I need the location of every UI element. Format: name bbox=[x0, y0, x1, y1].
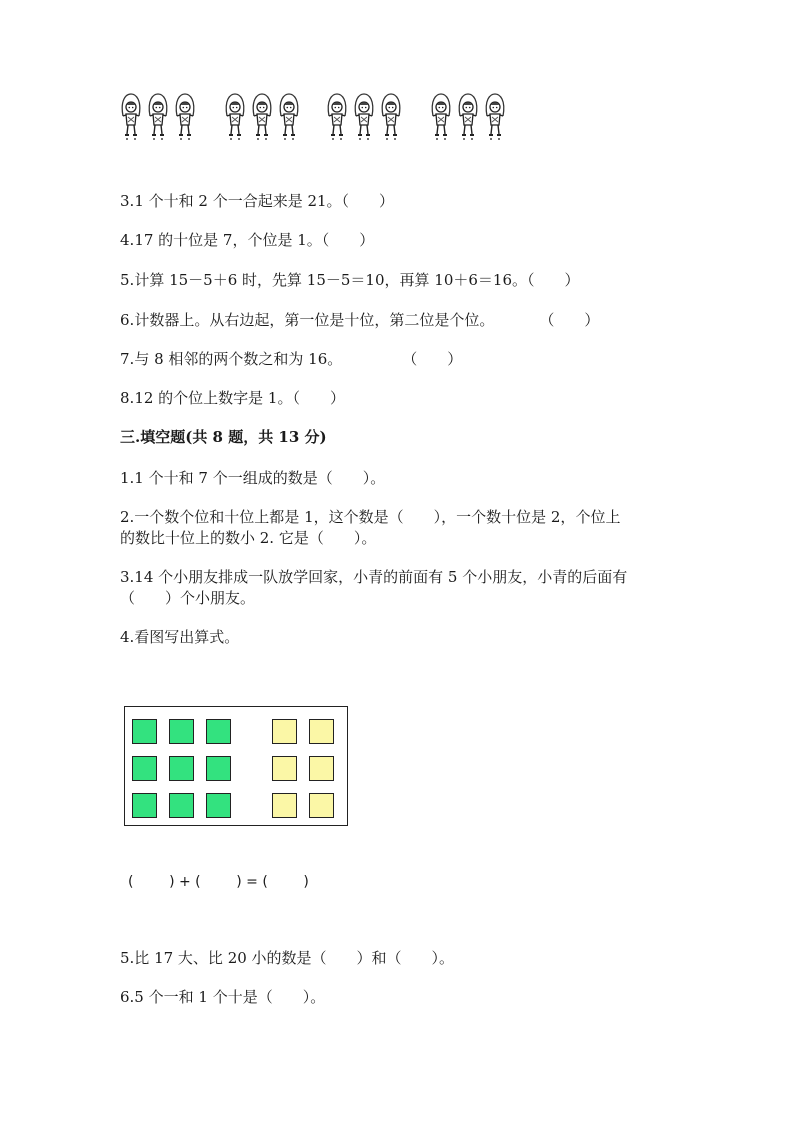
section-heading: 三.填空题(共 8 题，共 13 分) bbox=[120, 428, 327, 446]
yellow-square bbox=[309, 756, 334, 781]
fill-question-2-line-1: 2.一个数个位和十位上都是 1，这个数是（ ），一个数十位是 2，个位上 bbox=[120, 508, 621, 526]
green-square bbox=[132, 719, 157, 744]
jump-rope-children-illustration bbox=[120, 92, 520, 152]
green-square bbox=[132, 756, 157, 781]
yellow-square bbox=[272, 719, 297, 744]
jump-rope-child-icon bbox=[380, 92, 402, 146]
jump-rope-child-icon bbox=[457, 92, 479, 146]
green-square bbox=[132, 793, 157, 818]
jump-rope-child-icon bbox=[174, 92, 196, 146]
squares-figure bbox=[124, 706, 348, 826]
yellow-square bbox=[309, 793, 334, 818]
jump-rope-child-icon bbox=[326, 92, 348, 146]
jump-rope-child-icon bbox=[484, 92, 506, 146]
formula-blanks: ( ) + ( ) = ( ) bbox=[128, 874, 309, 890]
green-square bbox=[206, 756, 231, 781]
judgement-item-8: 8.12 的个位上数字是 1。（ ） bbox=[120, 389, 345, 407]
fill-question-5: 5.比 17 大、比 20 小的数是（ ）和（ ）。 bbox=[120, 949, 455, 967]
judgement-item-4: 4.17 的十位是 7，个位是 1。（ ） bbox=[120, 231, 375, 249]
judgement-item-6: 6.计数器上。从右边起，第一位是十位，第二位是个位。 （ ） bbox=[120, 311, 600, 329]
jump-rope-child-icon bbox=[353, 92, 375, 146]
judgement-item-3: 3.1 个十和 2 个一合起来是 21。（ ） bbox=[120, 192, 395, 210]
judgement-item-5: 5.计算 15－5＋6 时，先算 15－5＝10，再算 10＋6＝16。（ ） bbox=[120, 271, 580, 289]
jump-rope-child-icon bbox=[147, 92, 169, 146]
jump-rope-child-icon bbox=[224, 92, 246, 146]
green-square bbox=[169, 756, 194, 781]
green-square bbox=[169, 793, 194, 818]
fill-question-1: 1.1 个十和 7 个一组成的数是（ ）。 bbox=[120, 469, 386, 487]
fill-question-2-line-2: 的数比十位上的数小 2. 它是（ ）。 bbox=[120, 529, 377, 547]
judgement-item-7: 7.与 8 相邻的两个数之和为 16。 （ ） bbox=[120, 350, 463, 368]
green-square bbox=[206, 719, 231, 744]
fill-question-4: 4.看图写出算式。 bbox=[120, 628, 240, 646]
jump-rope-child-icon bbox=[251, 92, 273, 146]
jump-rope-child-icon bbox=[120, 92, 142, 146]
fill-question-3-line-1: 3.14 个小朋友排成一队放学回家，小青的前面有 5 个小朋友，小青的后面有 bbox=[120, 568, 628, 586]
yellow-square bbox=[309, 719, 334, 744]
yellow-square bbox=[272, 756, 297, 781]
fill-question-6: 6.5 个一和 1 个十是（ ）。 bbox=[120, 988, 326, 1006]
green-square bbox=[169, 719, 194, 744]
jump-rope-child-icon bbox=[278, 92, 300, 146]
green-square bbox=[206, 793, 231, 818]
yellow-square bbox=[272, 793, 297, 818]
fill-question-3-line-2: （ ）个小朋友。 bbox=[120, 589, 256, 607]
jump-rope-child-icon bbox=[430, 92, 452, 146]
